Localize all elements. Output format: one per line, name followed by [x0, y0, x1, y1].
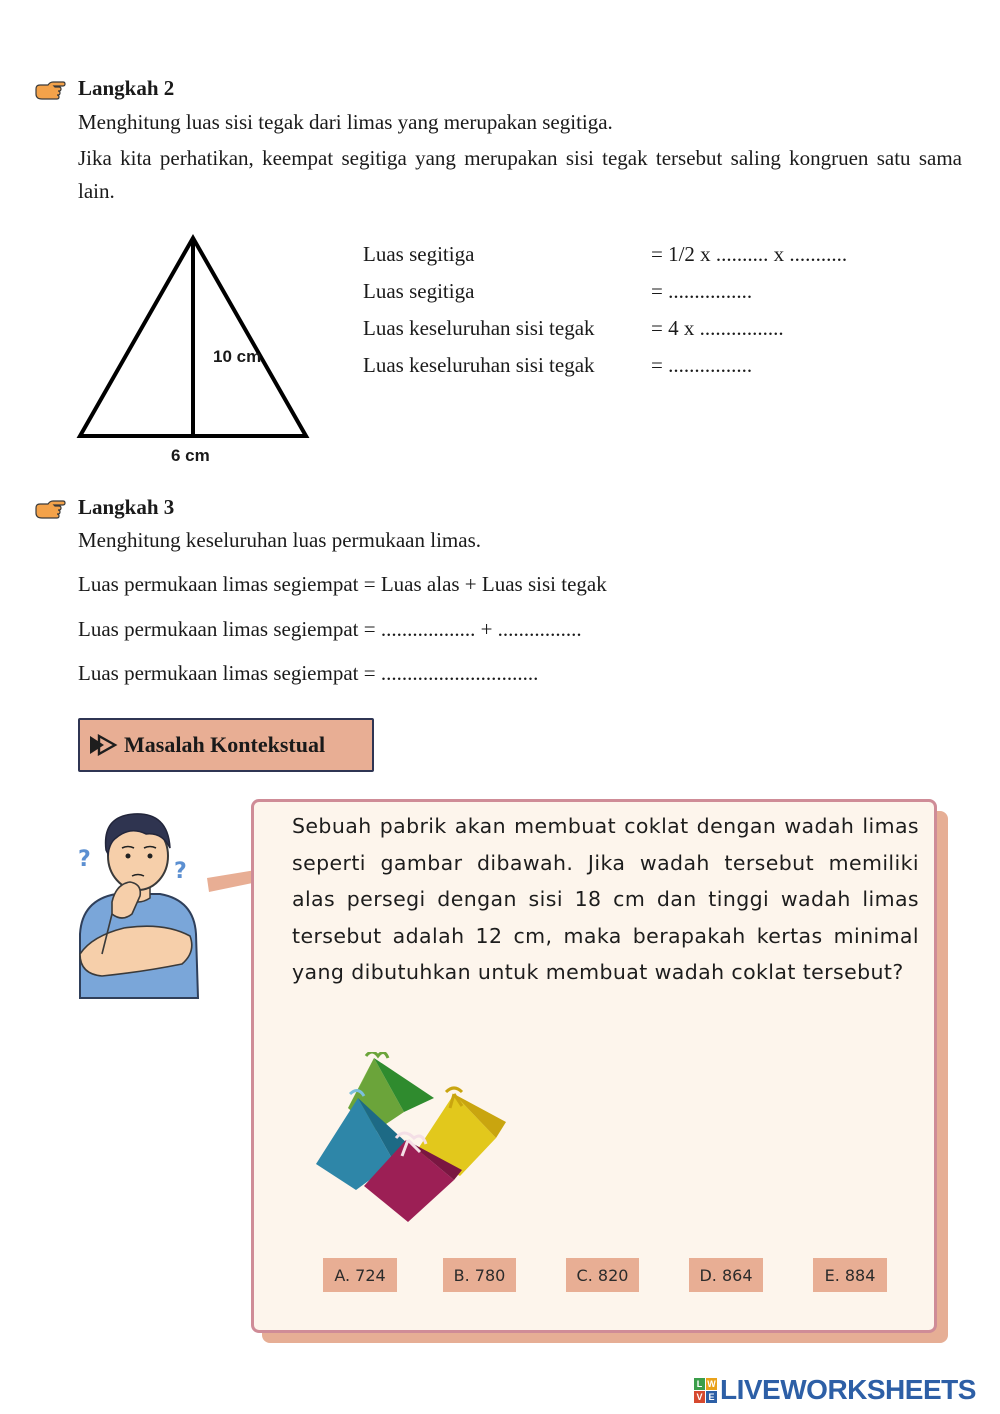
- area-calculation: [363, 236, 963, 384]
- calc-value[interactable]: = ................: [651, 279, 753, 303]
- calc-row: [363, 310, 963, 347]
- calc-value[interactable]: = ................: [651, 353, 753, 377]
- step2-title: Langkah 2: [78, 76, 175, 100]
- pyramid-boxes-image: [312, 1052, 508, 1228]
- brand-badge: [694, 1378, 717, 1403]
- calc-row: [363, 347, 963, 384]
- step3-title: Langkah 3: [78, 495, 175, 519]
- svg-text:?: ?: [174, 859, 187, 884]
- calc-label: Luas keseluruhan sisi tegak: [363, 353, 595, 377]
- play-arrow-icon: [88, 734, 118, 756]
- calc-row: [363, 273, 963, 310]
- calc-label: Luas keseluruhan sisi tegak: [363, 316, 595, 340]
- svg-text:?: ?: [78, 847, 91, 872]
- brand-text: LIVEWORKSHEETS: [720, 1374, 976, 1405]
- option-e[interactable]: E. 884: [813, 1258, 887, 1292]
- option-d[interactable]: D. 864: [689, 1258, 763, 1292]
- badge-cell: V: [694, 1391, 705, 1403]
- calc-value[interactable]: = 1/2 x .......... x ...........: [651, 242, 848, 266]
- badge-cell: E: [706, 1391, 717, 1403]
- problem-text: Sebuah pabrik akan membuat coklat dengan wadah limas seperti gambar dibawah. Jika wadah tersebut memiliki alas persegi dengan sisi 18 cm dan tinggi wadah limas tersebut adalah 12 cm, maka berapakah kertas minimal yang dibutuhkan untuk membuat wadah coklat tersebut?: [292, 814, 919, 984]
- option-a[interactable]: A. 724: [323, 1258, 397, 1292]
- calc-label: Luas segitiga: [363, 242, 475, 266]
- thinking-person-illustration: [72, 804, 204, 1002]
- triangle-figure: [70, 230, 320, 470]
- step3-formula: Luas permukaan limas segiempat = Luas alas + Luas sisi tegak: [78, 572, 607, 596]
- step3-fill-result[interactable]: Luas permukaan limas segiempat = ..............................: [78, 661, 539, 685]
- section-title: Masalah Kontekstual: [124, 732, 326, 757]
- triangle-base-label: 6 cm: [171, 446, 210, 465]
- liveworksheets-logo: [694, 1376, 976, 1404]
- option-b[interactable]: B. 780: [443, 1258, 516, 1292]
- badge-cell: W: [707, 1378, 716, 1389]
- step3-line1: Menghitung keseluruhan luas permukaan limas.: [78, 528, 481, 552]
- pointing-hand-icon: [34, 499, 66, 521]
- calc-label: Luas segitiga: [363, 279, 475, 303]
- pointing-hand-icon: [34, 80, 66, 102]
- badge-cell: L: [694, 1378, 705, 1390]
- triangle-height-label: 10 cm: [213, 347, 262, 366]
- calc-value[interactable]: = 4 x ................: [651, 316, 784, 340]
- step3-fill-sum[interactable]: Luas permukaan limas segiempat = .................. + ................: [78, 617, 582, 641]
- section-label: [78, 718, 374, 772]
- calc-row: [363, 236, 963, 273]
- step2-paragraph: Jika kita perhatikan, keempat segitiga yang merupakan sisi tegak tersebut saling kongruen satu sama lain.: [78, 146, 962, 203]
- option-c[interactable]: C. 820: [566, 1258, 639, 1292]
- step2-line1: Menghitung luas sisi tegak dari limas yang merupakan segitiga.: [78, 110, 613, 134]
